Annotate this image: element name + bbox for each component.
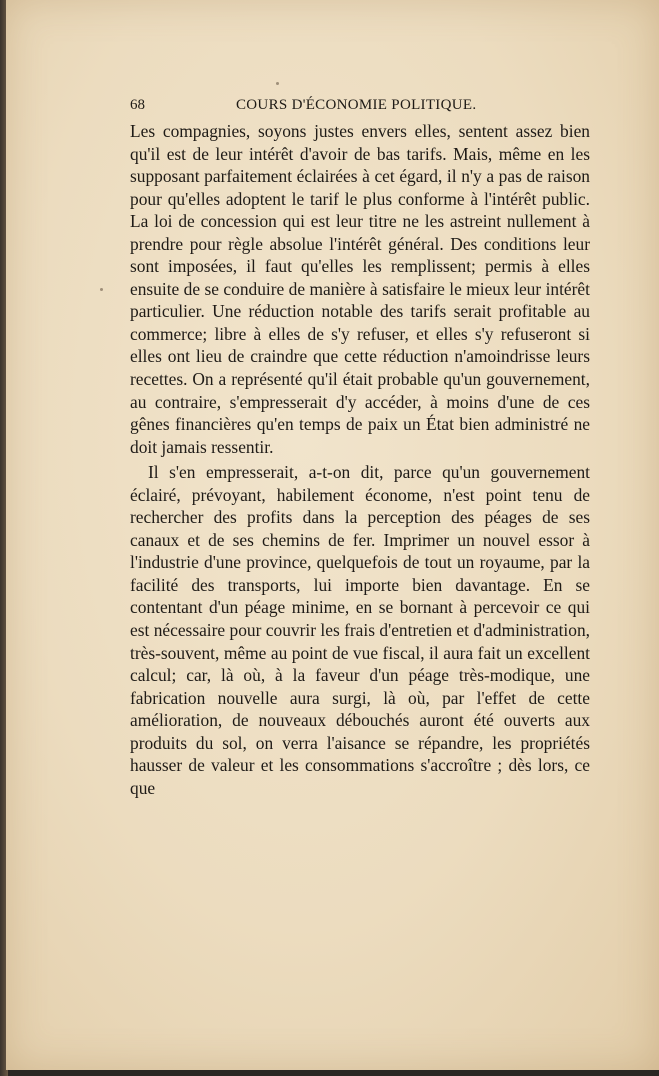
- page-number: 68: [130, 97, 145, 113]
- paragraph: Les compagnies, soyons justes envers elles, sentent assez bien qu'il est de leur intérêt d'avoir de bas tarifs. Mais, même en les supposant parfaitement éclairées à cet égard, il n'y a pas de raison pour qu'elles adoptent le tarif le plus conforme à l'intérêt public. La loi de concession qui est leur titre ne les astreint nullement à prendre pour règle absolue l'intérêt général. Des conditions leur sont imposées, il faut qu'elles les remplissent; permis à elles ensuite de se conduire de manière à satisfaire le mieux leur intérêt particulier. Une réduction notable des tarifs serait profitable au commerce; libre à elles de s'y refuser, et elles s'y refuseront si elles ont lieu de craindre que cette réduction n'amoindrisse leurs recettes. On a représenté qu'il était probable qu'un gouvernement, au contraire, s'empresserait d'y accéder, à moins d'une de ces gênes financières qu'en temps de paix un État bien administré ne doit jamais ressentir.: [130, 121, 590, 457]
- paper-speck: [100, 288, 103, 291]
- page-header: [130, 97, 590, 119]
- running-title: COURS D'ÉCONOMIE POLITIQUE.: [236, 97, 477, 113]
- paragraph: Il s'en empresserait, a-t-on dit, parce qu'un gouvernement éclairé, prévoyant, habilement économe, n'est point tenu de rechercher des profits dans la perception des péages de ses canaux et de ses chemins de fer. Imprimer un nouvel essor à l'industrie d'une province, quelquefois de tout un royaume, par la facilité des transports, lui importe bien davantage. En se contentant d'un péage minime, en se bornant à percevoir ce qui est nécessaire pour couvrir les frais d'entretien et d'administration, très-souvent, même au point de vue fiscal, il aura fait un excellent calcul; car, là où, à la faveur d'un péage très-modique, une fabrication nouvelle aura surgi, là où, par l'effet de cette amélioration, de nouveaux débouchés auront été ouverts aux produits du sol, on verra l'aisance se répandre, les propriétés hausser de valeur et les consommations s'accroître ; dès lors, ce que: [130, 462, 590, 798]
- body-text: [130, 120, 590, 799]
- paper-speck: [276, 82, 279, 85]
